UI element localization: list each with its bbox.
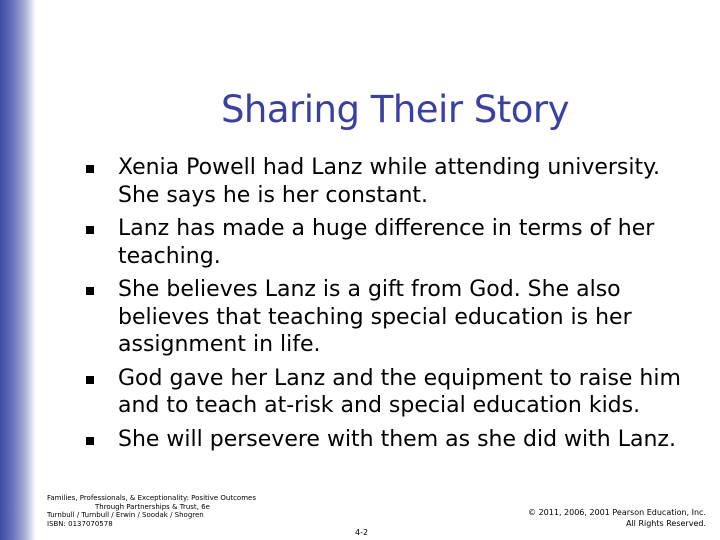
book-subtitle-line: Through Partnerships & Trust, 6e [95, 502, 210, 511]
bullet-item [86, 365, 701, 420]
square-bullet-icon [86, 226, 94, 234]
bullet-list [86, 154, 701, 459]
book-title-line: Families, Professionals, & Exceptionality: Positive Outcomes [47, 494, 256, 502]
bullet-item [86, 426, 701, 454]
square-bullet-icon [86, 437, 94, 445]
bullet-item [86, 276, 701, 359]
bullet-text: Lanz has made a huge difference in terms of her teaching. [118, 216, 655, 269]
bullet-text: God gave her Lanz and the equipment to raise him and to teach at-risk and special education kids. [118, 365, 681, 418]
square-bullet-icon [86, 287, 94, 295]
copyright-notice [528, 507, 706, 529]
book-authors: Turnbull / Turnbull / Erwin / Soodak / Shogren [47, 511, 204, 519]
copyright-line: © 2011, 2006, 2001 Pearson Education, Inc. [528, 508, 706, 517]
side-gradient-bar [0, 0, 36, 540]
book-citation [47, 494, 256, 528]
page-number: 4-2 [355, 528, 369, 537]
bullet-text: She will persevere with them as she did with Lanz. [118, 426, 676, 452]
bullet-text: Xenia Powell had Lanz while attending university. She says he is her constant. [118, 155, 660, 208]
square-bullet-icon [86, 165, 94, 173]
bullet-item [86, 154, 701, 209]
rights-line: All Rights Reserved. [625, 519, 706, 528]
bullet-item [86, 215, 701, 270]
bullet-text: She believes Lanz is a gift from God. She also believes that teaching special education is her assignment in life. [118, 277, 632, 357]
book-isbn: ISBN: 0137070578 [47, 519, 113, 528]
square-bullet-icon [86, 376, 94, 384]
slide-title: Sharing Their Story [220, 88, 570, 131]
